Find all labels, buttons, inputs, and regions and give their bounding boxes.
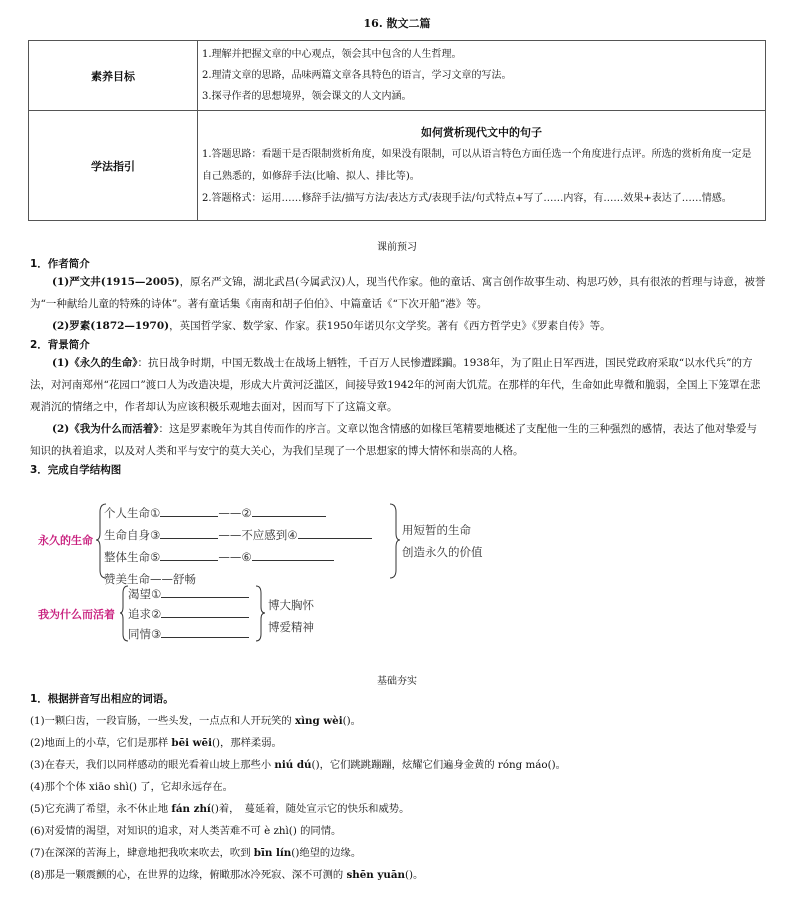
exercise-blank[interactable]: ()。 (342, 715, 361, 727)
map1-r2a: 生命自身③ (104, 528, 161, 542)
preview-body (30, 256, 766, 477)
bg1-para (30, 352, 766, 418)
blank-3[interactable] (160, 526, 218, 539)
exercise-text[interactable]: (4)那个个体 xiāo shì() 了，它却永远存在。 (30, 781, 233, 793)
pinyin: xìng wèi (294, 715, 343, 727)
blank-8[interactable] (161, 605, 249, 618)
map1-row2 (104, 524, 372, 546)
map1-root: 永久的生命 (38, 534, 93, 547)
author2-para (30, 315, 766, 337)
author1-head: (1)严文井(1915—2005) (52, 276, 180, 288)
goals-content (198, 41, 766, 111)
map2-r1: 渴望① (128, 587, 162, 601)
exercise-blank[interactable]: ()，它们跳跳蹦蹦，炫耀它们遍身金黄的 róng máo()。 (311, 759, 566, 771)
basics-question: 1．根据拼音写出相应的词语。 (30, 693, 174, 705)
blank-9[interactable] (161, 625, 249, 638)
map2-row2 (128, 604, 249, 624)
exercise-text[interactable]: (6)对爱情的渴望，对知识的追求，对人类苦难不可 è zhì() 的同情。 (30, 825, 342, 837)
map1-r2b: ——不应感到④ (218, 528, 298, 542)
goals-label: 素养目标 (29, 41, 198, 111)
map1-row4: 赞美生命——舒畅 (104, 572, 196, 586)
map1-r1b: ——② (218, 506, 252, 520)
bg1-text: ：抗日战争时期，中国无数战士在战场上牺牲，千百万人民惨遭蹂躏。1938年，为了阻止日军西进，国民党政府采取“以水代兵”的方法，对河南郑州“花园口”渡口人为改造决堤，形成大片黄河泛滥区，间接导致1942年的河南大饥荒。在那样的年代，生命如此卑微和脆弱，全国上下笼罩在悲观消沉的情绪之中，作者却认为应该积极乐观地去面对，因而写下了这篇文章。 (30, 357, 761, 413)
blank-4[interactable] (298, 526, 372, 539)
author1-para (30, 271, 766, 315)
map1-r3a: 整体生命⑤ (104, 550, 161, 564)
goal-item: 1.理解并把握文章的中心观点，领会其中包含的人生哲理。 (202, 49, 462, 60)
map2-r2: 追求② (128, 607, 162, 621)
exercise-3 (30, 754, 766, 776)
exercise-text: (8)那是一颗震颤的心，在世界的边缘，俯瞰那冰冷死寂、深不可测的 (30, 869, 347, 881)
blank-6[interactable] (252, 548, 334, 561)
exercise-text: (1)一颗臼齿，一段盲肠，一些头发，一点点和人开玩笑的 (30, 715, 295, 727)
map1-r1a: 个人生命① (104, 506, 161, 520)
map2-r3: 同情③ (128, 627, 162, 641)
method-heading: 如何赏析现代文中的句子 (421, 125, 542, 139)
map1-row1 (104, 502, 372, 524)
blank-1[interactable] (160, 504, 218, 517)
exercise-text: (5)它充满了希望，永不休止地 (30, 803, 172, 815)
section-author: 1．作者简介 (30, 258, 90, 270)
basics-body (30, 688, 766, 886)
pinyin: niú dú (274, 759, 312, 771)
exercise-5 (30, 798, 766, 820)
lesson-title: 16. 散文二篇 (363, 17, 431, 30)
exercise-text: (7)在深深的苦海上，肆意地把我吹来吹去，吹到 (30, 847, 254, 859)
map1-outcomes (402, 519, 483, 563)
exercise-blank[interactable]: ()绝望的边缘。 (291, 847, 362, 859)
pinyin: bēi wēi (171, 737, 212, 749)
exercise-6 (30, 820, 766, 842)
map2-outcomes (268, 594, 314, 638)
map1-r3b: ——⑥ (218, 550, 252, 564)
exercise-7 (30, 842, 766, 864)
exercise-blank[interactable]: ()着， 蔓延着，随处宣示它的快乐和威势。 (210, 803, 410, 815)
preview-title: 课前预习 (377, 242, 417, 253)
exercise-text: (3)在春天，我们以同样感动的眼光看着山坡上那些小 (30, 759, 275, 771)
section-structure: 3．完成自学结构图 (30, 464, 122, 476)
author2-text: ，英国哲学家、数学家、作家。获1950年诺贝尔文学奖。著有《西方哲学史》《罗素自传》等。 (169, 320, 611, 332)
map1-o1: 用短暂的生命 (402, 523, 471, 537)
author1-text: ，原名严文锦，湖北武昌(今属武汉)人，现当代作家。他的童话、寓言创作故事生动、构思巧妙，具有很浓的哲理与诗意，被誉为“一种献给儿童的特殊的诗体”。著有童话集《南南和胡子伯伯》、中篇童话《“下次开船”港》等。 (30, 276, 766, 310)
author2-head: (2)罗素(1872—1970) (52, 320, 170, 332)
map2-root: 我为什么而活着 (38, 608, 115, 621)
basics-title: 基础夯实 (377, 676, 417, 687)
section-background: 2．背景简介 (30, 339, 90, 351)
goal-item: 2.理清文章的思路，品味两篇文章各具特色的语言，学习文章的写法。 (202, 70, 512, 81)
exercise-4 (30, 776, 766, 798)
bg2-text: ：这是罗素晚年为其自传而作的序言。文章以饱含情感的如椽巨笔精要地概述了支配他一生的三种强烈的感情，表达了他对挚爱与知识的执着追求，以及对人类和平与安宁的莫大关心，为我们呈现了一个思想家的博大情怀和崇高的人格。 (30, 423, 757, 457)
map1-row3 (104, 546, 372, 568)
blank-2[interactable] (252, 504, 326, 517)
bg2-head: (2)《我为什么而活着》 (52, 423, 159, 435)
objectives-table (28, 40, 766, 221)
exercise-1 (30, 710, 766, 732)
pinyin: bīn lín (253, 847, 292, 859)
exercise-2 (30, 732, 766, 754)
map2-row3 (128, 624, 249, 644)
exercise-blank[interactable]: ()。 (405, 869, 424, 881)
method-content (198, 111, 766, 221)
pinyin: shēn yuān (346, 869, 406, 881)
map2-o2: 博爱精神 (268, 620, 314, 634)
goal-item: 3.探寻作者的思想境界，领会课文的人文内涵。 (202, 91, 412, 102)
exercise-blank[interactable]: ()，那样柔弱。 (212, 737, 282, 749)
map2-rows (128, 584, 249, 644)
map2-o1: 博大胸怀 (268, 598, 314, 612)
pinyin: fán zhí (171, 803, 211, 815)
bg1-head: (1)《永久的生命》 (52, 357, 138, 369)
blank-5[interactable] (160, 548, 218, 561)
map1-rows (104, 502, 372, 590)
method-p2: 2.答题格式：运用……修辞手法/描写方法/表达方式/表现手法/句式特点+写了……内容，有……效果+表达了……情感。 (202, 192, 732, 204)
method-label: 学法指引 (29, 111, 198, 221)
blank-7[interactable] (161, 585, 249, 598)
exercise-8 (30, 864, 766, 886)
method-p1: 1.答题思路：看题干是否限制赏析角度，如果没有限制，可以从语言特色方面任选一个角度进行点评。所选的赏析角度一定是自己熟悉的，如修辞手法(比喻、拟人、排比等)。 (202, 148, 752, 182)
exercise-text: (2)地面上的小草，它们是那样 (30, 737, 172, 749)
map1-o2: 创造永久的价值 (402, 545, 483, 559)
map2-row1 (128, 584, 249, 604)
bg2-para (30, 418, 766, 462)
